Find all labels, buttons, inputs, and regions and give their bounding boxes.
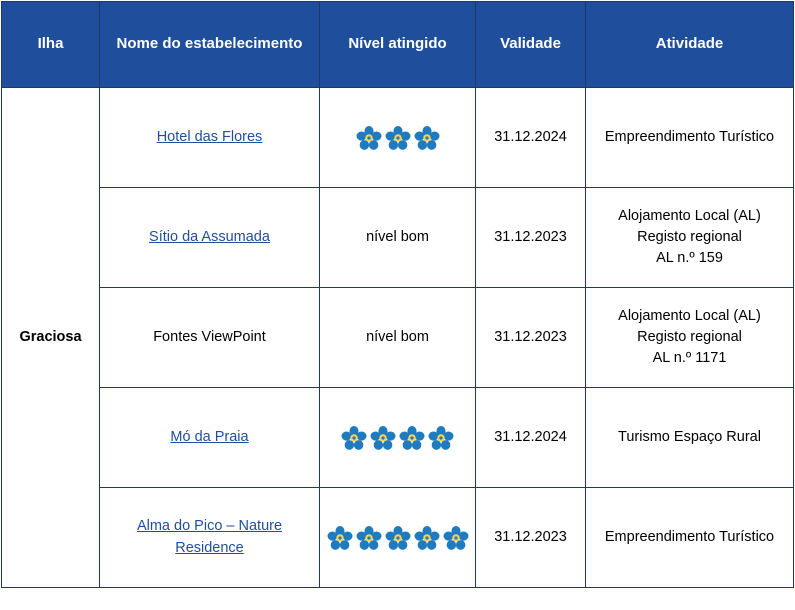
atividade-line: Empreendimento Turístico	[604, 128, 775, 145]
column-header-ilha: Ilha	[2, 2, 100, 88]
flower-icon	[414, 525, 440, 551]
table-row	[2, 288, 794, 388]
atividade-line: Registo regional	[637, 228, 742, 245]
table-row	[2, 188, 794, 288]
cell-validade: 31.12.2023	[476, 288, 586, 388]
flower-icon	[385, 525, 411, 551]
atividade-line: Turismo Espaço Rural	[618, 428, 761, 445]
cell-nome	[100, 88, 320, 188]
cell-validade: 31.12.2024	[476, 388, 586, 488]
cell-validade: 31.12.2023	[476, 488, 586, 588]
flower-icon	[385, 125, 411, 151]
document-page	[0, 1, 795, 610]
establishments-table	[1, 1, 794, 588]
flower-rating	[326, 425, 469, 451]
cell-ilha: Graciosa	[2, 88, 100, 588]
flower-icon	[356, 525, 382, 551]
column-header-validade: Validade	[476, 2, 586, 88]
cell-atividade	[586, 88, 794, 188]
atividade-line: AL n.º 159	[656, 250, 723, 266]
cell-atividade	[586, 388, 794, 488]
cell-validade: 31.12.2024	[476, 88, 586, 188]
table-body	[2, 88, 794, 588]
cell-validade: 31.12.2023	[476, 188, 586, 288]
establishment-name: Fontes ViewPoint	[153, 328, 266, 345]
establishment-link[interactable]: Hotel das Flores	[156, 128, 263, 145]
cell-nivel	[320, 188, 476, 288]
column-header-nivel: Nível atingido	[320, 2, 476, 88]
cell-atividade	[586, 288, 794, 388]
cell-nome	[100, 288, 320, 388]
flower-icon	[327, 525, 353, 551]
flower-icon	[428, 425, 454, 451]
cell-nivel	[320, 488, 476, 588]
column-header-atividade: Atividade	[586, 2, 794, 88]
establishment-link[interactable]: Mó da Praia	[170, 428, 249, 445]
establishment-link[interactable]: Sítio da Assumada	[149, 228, 270, 245]
cell-nivel	[320, 88, 476, 188]
flower-icon	[399, 425, 425, 451]
table-row	[2, 488, 794, 588]
nivel-text: nível bom	[366, 328, 429, 345]
cell-nome	[100, 388, 320, 488]
column-header-nome: Nome do estabelecimento	[100, 2, 320, 88]
table-row	[2, 88, 794, 188]
flower-icon	[443, 525, 469, 551]
cell-nome	[100, 488, 320, 588]
establishment-link[interactable]: Alma do Pico – Nature Residence	[136, 518, 283, 556]
flower-icon	[341, 425, 367, 451]
cell-nome	[100, 188, 320, 288]
table-row	[2, 388, 794, 488]
flower-icon	[356, 125, 382, 151]
flower-icon	[370, 425, 396, 451]
flower-rating	[326, 525, 469, 551]
cell-nivel	[320, 388, 476, 488]
atividade-line: Alojamento Local (AL)	[618, 207, 761, 224]
table-header-row	[2, 2, 794, 88]
table-header	[2, 2, 794, 88]
atividade-line: Registo regional	[637, 328, 742, 345]
atividade-line: Empreendimento Turístico	[604, 528, 775, 545]
atividade-line: Alojamento Local (AL)	[618, 307, 761, 324]
cell-atividade	[586, 188, 794, 288]
flower-icon	[414, 125, 440, 151]
cell-nivel	[320, 288, 476, 388]
atividade-line: AL n.º 1171	[652, 350, 727, 366]
flower-rating	[326, 125, 469, 151]
cell-atividade	[586, 488, 794, 588]
nivel-text: nível bom	[366, 228, 429, 245]
